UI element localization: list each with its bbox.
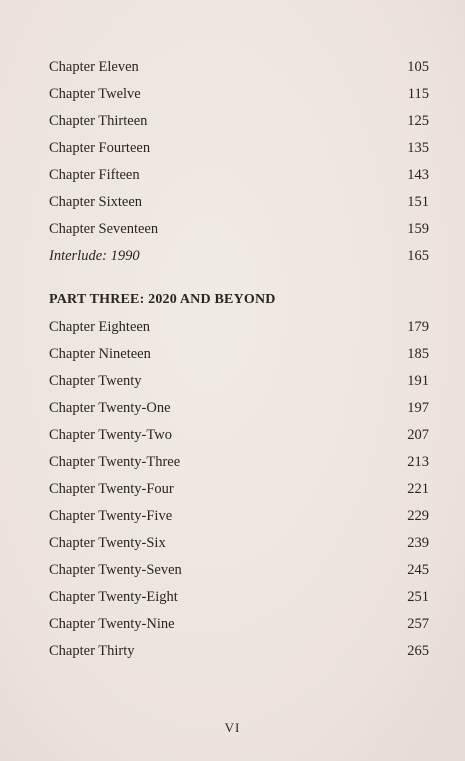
toc-entry [49,245,429,272]
toc-entry-page-number: 239 [407,535,429,551]
toc-entry [49,397,429,424]
toc-entry-title: Chapter Twenty-Eight [49,589,178,605]
toc-entry [49,137,429,164]
toc-entry-title: Chapter Twelve [49,86,141,102]
toc-entry-page-number: 245 [407,562,429,578]
toc-entry [49,478,429,505]
toc-entry-page-number: 185 [407,346,429,362]
toc-entry-page-number: 159 [407,221,429,237]
toc-entry-page-number: 135 [407,140,429,156]
toc-entry-title: Chapter Fifteen [49,167,140,183]
toc-entry-title: Chapter Eleven [49,59,139,75]
toc-list-part-two-end [49,56,429,272]
toc-entry-page-number: 125 [407,113,429,129]
toc-entry [49,218,429,245]
toc-entry-page-number: 207 [407,427,429,443]
toc-entry-title: Chapter Twenty-Seven [49,562,182,578]
toc-entry-title: Chapter Twenty-Nine [49,616,175,632]
toc-entry-page-number: 265 [407,643,429,659]
toc-entry-page-number: 191 [407,373,429,389]
toc-entry-page-number: 115 [407,86,429,102]
toc-entry-title: Chapter Twenty-Six [49,535,166,551]
toc-entry [49,110,429,137]
toc-entry [49,164,429,191]
toc-entry-page-number: 213 [407,454,429,470]
toc-entry-title: Chapter Sixteen [49,194,143,210]
toc-entry-page-number: 143 [407,167,429,183]
toc-entry [49,559,429,586]
toc-entry [49,83,429,110]
toc-entry-page-number: 165 [407,248,429,264]
toc-entry [49,424,429,451]
toc-entry [49,370,429,397]
toc-entry [49,613,429,640]
part-three-heading: PART THREE: 2020 AND BEYOND [49,292,276,307]
toc-entry-title: Interlude: 1990 [49,248,140,264]
toc-entry-title: Chapter Twenty-Three [49,454,181,470]
toc-entry-page-number: 179 [407,319,429,335]
toc-entry-page-number: 221 [407,481,429,497]
toc-entry-title: Chapter Twenty-Two [49,427,172,443]
toc-entry-title: Chapter Twenty [49,373,142,389]
toc-entry [49,191,429,218]
toc-entry [49,56,429,83]
toc-entry-page-number: 151 [407,194,429,210]
toc-entry-title: Chapter Nineteen [49,346,151,362]
toc-entry-title: Chapter Thirty [49,643,135,659]
toc-entry-title: Chapter Seventeen [49,221,159,237]
toc-entry-title: Chapter Thirteen [49,113,148,129]
toc-entry-page-number: 229 [407,508,429,524]
toc-entry [49,343,429,370]
toc-entry [49,316,429,343]
toc-entry-title: Chapter Eighteen [49,319,151,335]
toc-entry-page-number: 105 [407,59,429,75]
toc-entry-page-number: 197 [407,400,429,416]
toc-entry-title: Chapter Twenty-Four [49,481,174,497]
toc-entry [49,586,429,613]
toc-entry-page-number: 257 [407,616,429,632]
toc-entry [49,640,429,667]
toc-entry-title: Chapter Twenty-Five [49,508,173,524]
toc-entry [49,532,429,559]
toc-entry-title: Chapter Twenty-One [49,400,171,416]
toc-entry [49,505,429,532]
toc-entry-title: Chapter Fourteen [49,140,151,156]
table-of-contents [49,56,429,667]
toc-list-part-three [49,316,429,667]
toc-entry-page-number: 251 [407,589,429,605]
toc-entry [49,451,429,478]
page-number-folio: VI [224,720,241,735]
